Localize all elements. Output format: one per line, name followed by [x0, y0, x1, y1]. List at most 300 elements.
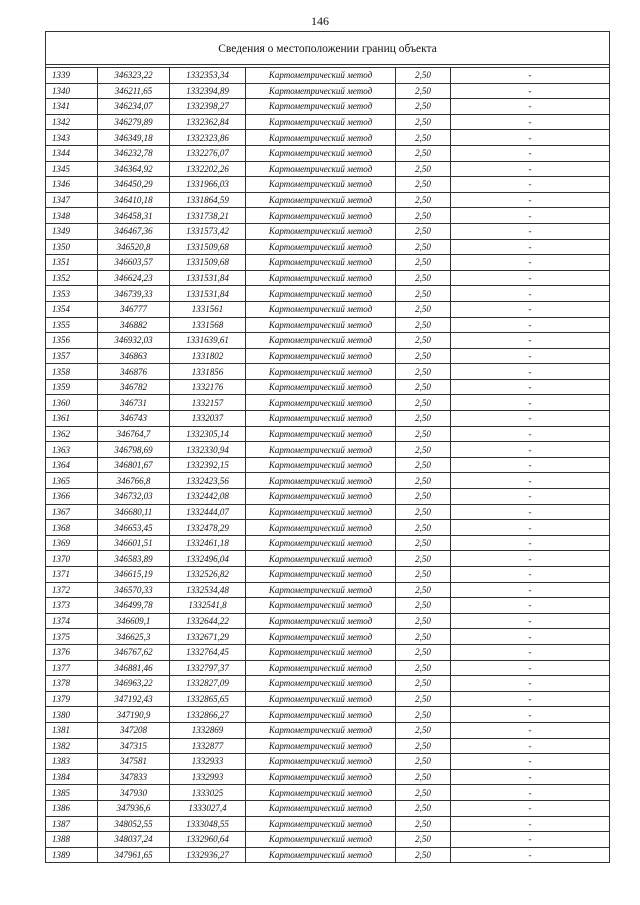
method-cell: Картометрический метод: [246, 722, 396, 738]
table-row: [46, 722, 610, 738]
accuracy-cell: 2,50: [396, 800, 451, 816]
point-number-cell: 1358: [46, 364, 98, 380]
point-number-cell: 1347: [46, 192, 98, 208]
table-row: [46, 504, 610, 520]
description-cell: -: [451, 68, 610, 84]
x-coordinate-cell: 346625,3: [98, 629, 170, 645]
y-coordinate-cell: 1332797,37: [170, 660, 246, 676]
x-coordinate-cell: 346232,78: [98, 145, 170, 161]
x-coordinate-cell: 346211,65: [98, 83, 170, 99]
method-cell: Картометрический метод: [246, 364, 396, 380]
y-coordinate-cell: 1332398,27: [170, 99, 246, 115]
accuracy-cell: 2,50: [396, 473, 451, 489]
x-coordinate-cell: 346499,78: [98, 598, 170, 614]
y-coordinate-cell: 1331639,61: [170, 333, 246, 349]
y-coordinate-cell: 1332933: [170, 754, 246, 770]
accuracy-cell: 2,50: [396, 83, 451, 99]
method-cell: Картометрический метод: [246, 644, 396, 660]
accuracy-cell: 2,50: [396, 520, 451, 536]
table-row: [46, 613, 610, 629]
point-number-cell: 1383: [46, 754, 98, 770]
method-cell: Картометрический метод: [246, 489, 396, 505]
accuracy-cell: 2,50: [396, 785, 451, 801]
point-number-cell: 1350: [46, 239, 98, 255]
method-cell: Картометрический метод: [246, 582, 396, 598]
method-cell: Картометрический метод: [246, 769, 396, 785]
accuracy-cell: 2,50: [396, 816, 451, 832]
point-number-cell: 1375: [46, 629, 98, 645]
method-cell: Картометрический метод: [246, 192, 396, 208]
x-coordinate-cell: 347936,6: [98, 800, 170, 816]
accuracy-cell: 2,50: [396, 286, 451, 302]
y-coordinate-cell: 1332936,27: [170, 847, 246, 863]
x-coordinate-cell: 346881,46: [98, 660, 170, 676]
point-number-cell: 1378: [46, 676, 98, 692]
point-number-cell: 1366: [46, 489, 98, 505]
accuracy-cell: 2,50: [396, 504, 451, 520]
table-row: [46, 598, 610, 614]
point-number-cell: 1371: [46, 567, 98, 583]
accuracy-cell: 2,50: [396, 613, 451, 629]
y-coordinate-cell: 1332330,94: [170, 442, 246, 458]
point-number-cell: 1364: [46, 457, 98, 473]
point-number-cell: 1342: [46, 114, 98, 130]
point-number-cell: 1353: [46, 286, 98, 302]
y-coordinate-cell: 1332496,04: [170, 551, 246, 567]
y-coordinate-cell: 1331738,21: [170, 208, 246, 224]
y-coordinate-cell: 1332534,48: [170, 582, 246, 598]
accuracy-cell: 2,50: [396, 239, 451, 255]
description-cell: -: [451, 286, 610, 302]
x-coordinate-cell: 346364,92: [98, 161, 170, 177]
method-cell: Картометрический метод: [246, 567, 396, 583]
method-cell: Картометрический метод: [246, 317, 396, 333]
table-row: [46, 333, 610, 349]
x-coordinate-cell: 346876: [98, 364, 170, 380]
method-cell: Картометрический метод: [246, 785, 396, 801]
method-cell: Картометрический метод: [246, 800, 396, 816]
y-coordinate-cell: 1331509,68: [170, 255, 246, 271]
method-cell: Картометрический метод: [246, 660, 396, 676]
method-cell: Картометрический метод: [246, 613, 396, 629]
y-coordinate-cell: 1332323,86: [170, 130, 246, 146]
table-title-row: [46, 32, 610, 65]
description-cell: -: [451, 239, 610, 255]
method-cell: Картометрический метод: [246, 676, 396, 692]
method-cell: Картометрический метод: [246, 473, 396, 489]
description-cell: -: [451, 301, 610, 317]
x-coordinate-cell: 346450,29: [98, 177, 170, 193]
point-number-cell: 1354: [46, 301, 98, 317]
accuracy-cell: 2,50: [396, 551, 451, 567]
y-coordinate-cell: 1332993: [170, 769, 246, 785]
table-row: [46, 676, 610, 692]
description-cell: -: [451, 691, 610, 707]
table-row: [46, 177, 610, 193]
x-coordinate-cell: 346603,57: [98, 255, 170, 271]
description-cell: -: [451, 255, 610, 271]
y-coordinate-cell: 1331856: [170, 364, 246, 380]
description-cell: -: [451, 379, 610, 395]
description-cell: -: [451, 613, 610, 629]
point-number-cell: 1388: [46, 832, 98, 848]
method-cell: Картометрический метод: [246, 816, 396, 832]
point-number-cell: 1341: [46, 99, 98, 115]
x-coordinate-cell: 347833: [98, 769, 170, 785]
accuracy-cell: 2,50: [396, 348, 451, 364]
table-row: [46, 192, 610, 208]
method-cell: Картометрический метод: [246, 707, 396, 723]
table-row: [46, 395, 610, 411]
point-number-cell: 1370: [46, 551, 98, 567]
description-cell: -: [451, 520, 610, 536]
description-cell: -: [451, 832, 610, 848]
x-coordinate-cell: 346732,03: [98, 489, 170, 505]
y-coordinate-cell: 1332827,09: [170, 676, 246, 692]
description-cell: -: [451, 364, 610, 380]
point-number-cell: 1387: [46, 816, 98, 832]
description-cell: -: [451, 535, 610, 551]
accuracy-cell: 2,50: [396, 426, 451, 442]
method-cell: Картометрический метод: [246, 847, 396, 863]
table-row: [46, 130, 610, 146]
point-number-cell: 1384: [46, 769, 98, 785]
x-coordinate-cell: 348052,55: [98, 816, 170, 832]
y-coordinate-cell: 1332276,07: [170, 145, 246, 161]
table-row: [46, 582, 610, 598]
method-cell: Картометрический метод: [246, 535, 396, 551]
accuracy-cell: 2,50: [396, 691, 451, 707]
method-cell: Картометрический метод: [246, 691, 396, 707]
x-coordinate-cell: 346323,22: [98, 68, 170, 84]
x-coordinate-cell: 346624,23: [98, 270, 170, 286]
x-coordinate-cell: 347190,9: [98, 707, 170, 723]
description-cell: -: [451, 707, 610, 723]
point-number-cell: 1344: [46, 145, 98, 161]
table-row: [46, 520, 610, 536]
accuracy-cell: 2,50: [396, 301, 451, 317]
accuracy-cell: 2,50: [396, 457, 451, 473]
y-coordinate-cell: 1332423,56: [170, 473, 246, 489]
table-row: [46, 99, 610, 115]
accuracy-cell: 2,50: [396, 738, 451, 754]
point-number-cell: 1365: [46, 473, 98, 489]
x-coordinate-cell: 347930: [98, 785, 170, 801]
accuracy-cell: 2,50: [396, 582, 451, 598]
point-number-cell: 1372: [46, 582, 98, 598]
accuracy-cell: 2,50: [396, 660, 451, 676]
accuracy-cell: 2,50: [396, 208, 451, 224]
x-coordinate-cell: 346467,36: [98, 223, 170, 239]
y-coordinate-cell: 1332478,29: [170, 520, 246, 536]
point-number-cell: 1355: [46, 317, 98, 333]
y-coordinate-cell: 1333025: [170, 785, 246, 801]
method-cell: Картометрический метод: [246, 395, 396, 411]
description-cell: -: [451, 598, 610, 614]
y-coordinate-cell: 1332541,8: [170, 598, 246, 614]
method-cell: Картометрический метод: [246, 754, 396, 770]
x-coordinate-cell: 346615,19: [98, 567, 170, 583]
method-cell: Картометрический метод: [246, 301, 396, 317]
table-row: [46, 68, 610, 84]
description-cell: -: [451, 800, 610, 816]
accuracy-cell: 2,50: [396, 722, 451, 738]
y-coordinate-cell: 1331561: [170, 301, 246, 317]
x-coordinate-cell: 346234,07: [98, 99, 170, 115]
table-row: [46, 535, 610, 551]
point-number-cell: 1369: [46, 535, 98, 551]
point-number-cell: 1339: [46, 68, 98, 84]
method-cell: Картометрический метод: [246, 239, 396, 255]
method-cell: Картометрический метод: [246, 504, 396, 520]
boundary-coordinates-table: [45, 31, 610, 863]
x-coordinate-cell: 348037,24: [98, 832, 170, 848]
description-cell: -: [451, 660, 610, 676]
description-cell: -: [451, 208, 610, 224]
point-number-cell: 1381: [46, 722, 98, 738]
point-number-cell: 1352: [46, 270, 98, 286]
table-row: [46, 551, 610, 567]
method-cell: Картометрический метод: [246, 286, 396, 302]
table-row: [46, 83, 610, 99]
accuracy-cell: 2,50: [396, 192, 451, 208]
x-coordinate-cell: 346863: [98, 348, 170, 364]
description-cell: -: [451, 114, 610, 130]
accuracy-cell: 2,50: [396, 223, 451, 239]
table-row: [46, 442, 610, 458]
point-number-cell: 1374: [46, 613, 98, 629]
point-number-cell: 1367: [46, 504, 98, 520]
method-cell: Картометрический метод: [246, 520, 396, 536]
method-cell: Картометрический метод: [246, 551, 396, 567]
table-title: Сведения о местоположении границ объекта: [46, 32, 610, 65]
method-cell: Картометрический метод: [246, 379, 396, 395]
point-number-cell: 1389: [46, 847, 98, 863]
accuracy-cell: 2,50: [396, 99, 451, 115]
description-cell: -: [451, 333, 610, 349]
method-cell: Картометрический метод: [246, 161, 396, 177]
accuracy-cell: 2,50: [396, 769, 451, 785]
y-coordinate-cell: 1332461,18: [170, 535, 246, 551]
y-coordinate-cell: 1332362,84: [170, 114, 246, 130]
method-cell: Картометрический метод: [246, 426, 396, 442]
method-cell: Картометрический метод: [246, 598, 396, 614]
table-row: [46, 379, 610, 395]
point-number-cell: 1373: [46, 598, 98, 614]
table-row: [46, 255, 610, 271]
y-coordinate-cell: 1332526,82: [170, 567, 246, 583]
y-coordinate-cell: 1331573,42: [170, 223, 246, 239]
y-coordinate-cell: 1332394,89: [170, 83, 246, 99]
y-coordinate-cell: 1332392,15: [170, 457, 246, 473]
description-cell: -: [451, 348, 610, 364]
point-number-cell: 1368: [46, 520, 98, 536]
x-coordinate-cell: 346963,22: [98, 676, 170, 692]
x-coordinate-cell: 346653,45: [98, 520, 170, 536]
description-cell: -: [451, 722, 610, 738]
point-number-cell: 1386: [46, 800, 98, 816]
point-number-cell: 1346: [46, 177, 98, 193]
method-cell: Картометрический метод: [246, 629, 396, 645]
table-row: [46, 847, 610, 863]
method-cell: Картометрический метод: [246, 442, 396, 458]
y-coordinate-cell: 1332960,64: [170, 832, 246, 848]
y-coordinate-cell: 1332305,14: [170, 426, 246, 442]
page-number: 146: [311, 14, 329, 28]
y-coordinate-cell: 1332644,22: [170, 613, 246, 629]
table-row: [46, 832, 610, 848]
table-row: [46, 816, 610, 832]
point-number-cell: 1357: [46, 348, 98, 364]
method-cell: Картометрический метод: [246, 68, 396, 84]
x-coordinate-cell: 346458,31: [98, 208, 170, 224]
table-row: [46, 145, 610, 161]
accuracy-cell: 2,50: [396, 130, 451, 146]
x-coordinate-cell: 346520,8: [98, 239, 170, 255]
x-coordinate-cell: 347581: [98, 754, 170, 770]
point-number-cell: 1380: [46, 707, 98, 723]
description-cell: -: [451, 83, 610, 99]
accuracy-cell: 2,50: [396, 629, 451, 645]
method-cell: Картометрический метод: [246, 99, 396, 115]
description-cell: -: [451, 754, 610, 770]
table-row: [46, 301, 610, 317]
y-coordinate-cell: 1332442,08: [170, 489, 246, 505]
x-coordinate-cell: 346743: [98, 411, 170, 427]
x-coordinate-cell: 346766,8: [98, 473, 170, 489]
table-row: [46, 707, 610, 723]
table-row: [46, 114, 610, 130]
x-coordinate-cell: 346782: [98, 379, 170, 395]
point-number-cell: 1385: [46, 785, 98, 801]
x-coordinate-cell: 346798,69: [98, 442, 170, 458]
point-number-cell: 1349: [46, 223, 98, 239]
table-row: [46, 286, 610, 302]
point-number-cell: 1348: [46, 208, 98, 224]
y-coordinate-cell: 1332865,65: [170, 691, 246, 707]
point-number-cell: 1359: [46, 379, 98, 395]
x-coordinate-cell: 346767,62: [98, 644, 170, 660]
x-coordinate-cell: 346739,33: [98, 286, 170, 302]
x-coordinate-cell: 346583,89: [98, 551, 170, 567]
point-number-cell: 1351: [46, 255, 98, 271]
accuracy-cell: 2,50: [396, 442, 451, 458]
accuracy-cell: 2,50: [396, 489, 451, 505]
description-cell: -: [451, 411, 610, 427]
method-cell: Картометрический метод: [246, 832, 396, 848]
accuracy-cell: 2,50: [396, 754, 451, 770]
table-row: [46, 364, 610, 380]
x-coordinate-cell: 347315: [98, 738, 170, 754]
x-coordinate-cell: 347961,65: [98, 847, 170, 863]
accuracy-cell: 2,50: [396, 535, 451, 551]
table-row: [46, 348, 610, 364]
table-row: [46, 769, 610, 785]
accuracy-cell: 2,50: [396, 411, 451, 427]
accuracy-cell: 2,50: [396, 145, 451, 161]
y-coordinate-cell: 1332764,45: [170, 644, 246, 660]
y-coordinate-cell: 1332671,29: [170, 629, 246, 645]
description-cell: -: [451, 676, 610, 692]
method-cell: Картометрический метод: [246, 333, 396, 349]
accuracy-cell: 2,50: [396, 270, 451, 286]
table-row: [46, 489, 610, 505]
point-number-cell: 1376: [46, 644, 98, 660]
accuracy-cell: 2,50: [396, 676, 451, 692]
x-coordinate-cell: 346601,51: [98, 535, 170, 551]
table-row: [46, 660, 610, 676]
description-cell: -: [451, 177, 610, 193]
description-cell: -: [451, 317, 610, 333]
description-cell: -: [451, 504, 610, 520]
accuracy-cell: 2,50: [396, 598, 451, 614]
table-row: [46, 785, 610, 801]
table-row: [46, 411, 610, 427]
x-coordinate-cell: 347208: [98, 722, 170, 738]
accuracy-cell: 2,50: [396, 364, 451, 380]
y-coordinate-cell: 1332037: [170, 411, 246, 427]
description-cell: -: [451, 816, 610, 832]
table-row: [46, 567, 610, 583]
y-coordinate-cell: 1331531,84: [170, 270, 246, 286]
description-cell: -: [451, 582, 610, 598]
accuracy-cell: 2,50: [396, 832, 451, 848]
x-coordinate-cell: 346731: [98, 395, 170, 411]
description-cell: -: [451, 551, 610, 567]
y-coordinate-cell: 1332444,07: [170, 504, 246, 520]
method-cell: Картометрический метод: [246, 83, 396, 99]
point-number-cell: 1363: [46, 442, 98, 458]
table-row: [46, 239, 610, 255]
accuracy-cell: 2,50: [396, 847, 451, 863]
description-cell: -: [451, 192, 610, 208]
x-coordinate-cell: 346609,1: [98, 613, 170, 629]
x-coordinate-cell: 346882: [98, 317, 170, 333]
y-coordinate-cell: 1331531,84: [170, 286, 246, 302]
description-cell: -: [451, 629, 610, 645]
point-number-cell: 1343: [46, 130, 98, 146]
method-cell: Картометрический метод: [246, 738, 396, 754]
x-coordinate-cell: 346932,03: [98, 333, 170, 349]
method-cell: Картометрический метод: [246, 348, 396, 364]
x-coordinate-cell: 346680,11: [98, 504, 170, 520]
description-cell: -: [451, 567, 610, 583]
point-number-cell: 1345: [46, 161, 98, 177]
method-cell: Картометрический метод: [246, 208, 396, 224]
x-coordinate-cell: 346777: [98, 301, 170, 317]
accuracy-cell: 2,50: [396, 395, 451, 411]
accuracy-cell: 2,50: [396, 161, 451, 177]
point-number-cell: 1362: [46, 426, 98, 442]
y-coordinate-cell: 1332157: [170, 395, 246, 411]
table-row: [46, 223, 610, 239]
method-cell: Картометрический метод: [246, 177, 396, 193]
y-coordinate-cell: 1333027,4: [170, 800, 246, 816]
y-coordinate-cell: 1332202,26: [170, 161, 246, 177]
description-cell: -: [451, 223, 610, 239]
y-coordinate-cell: 1331864,59: [170, 192, 246, 208]
method-cell: Картометрический метод: [246, 457, 396, 473]
accuracy-cell: 2,50: [396, 317, 451, 333]
description-cell: -: [451, 644, 610, 660]
accuracy-cell: 2,50: [396, 177, 451, 193]
description-cell: -: [451, 270, 610, 286]
y-coordinate-cell: 1332176: [170, 379, 246, 395]
accuracy-cell: 2,50: [396, 68, 451, 84]
description-cell: -: [451, 457, 610, 473]
description-cell: -: [451, 769, 610, 785]
y-coordinate-cell: 1333048,55: [170, 816, 246, 832]
